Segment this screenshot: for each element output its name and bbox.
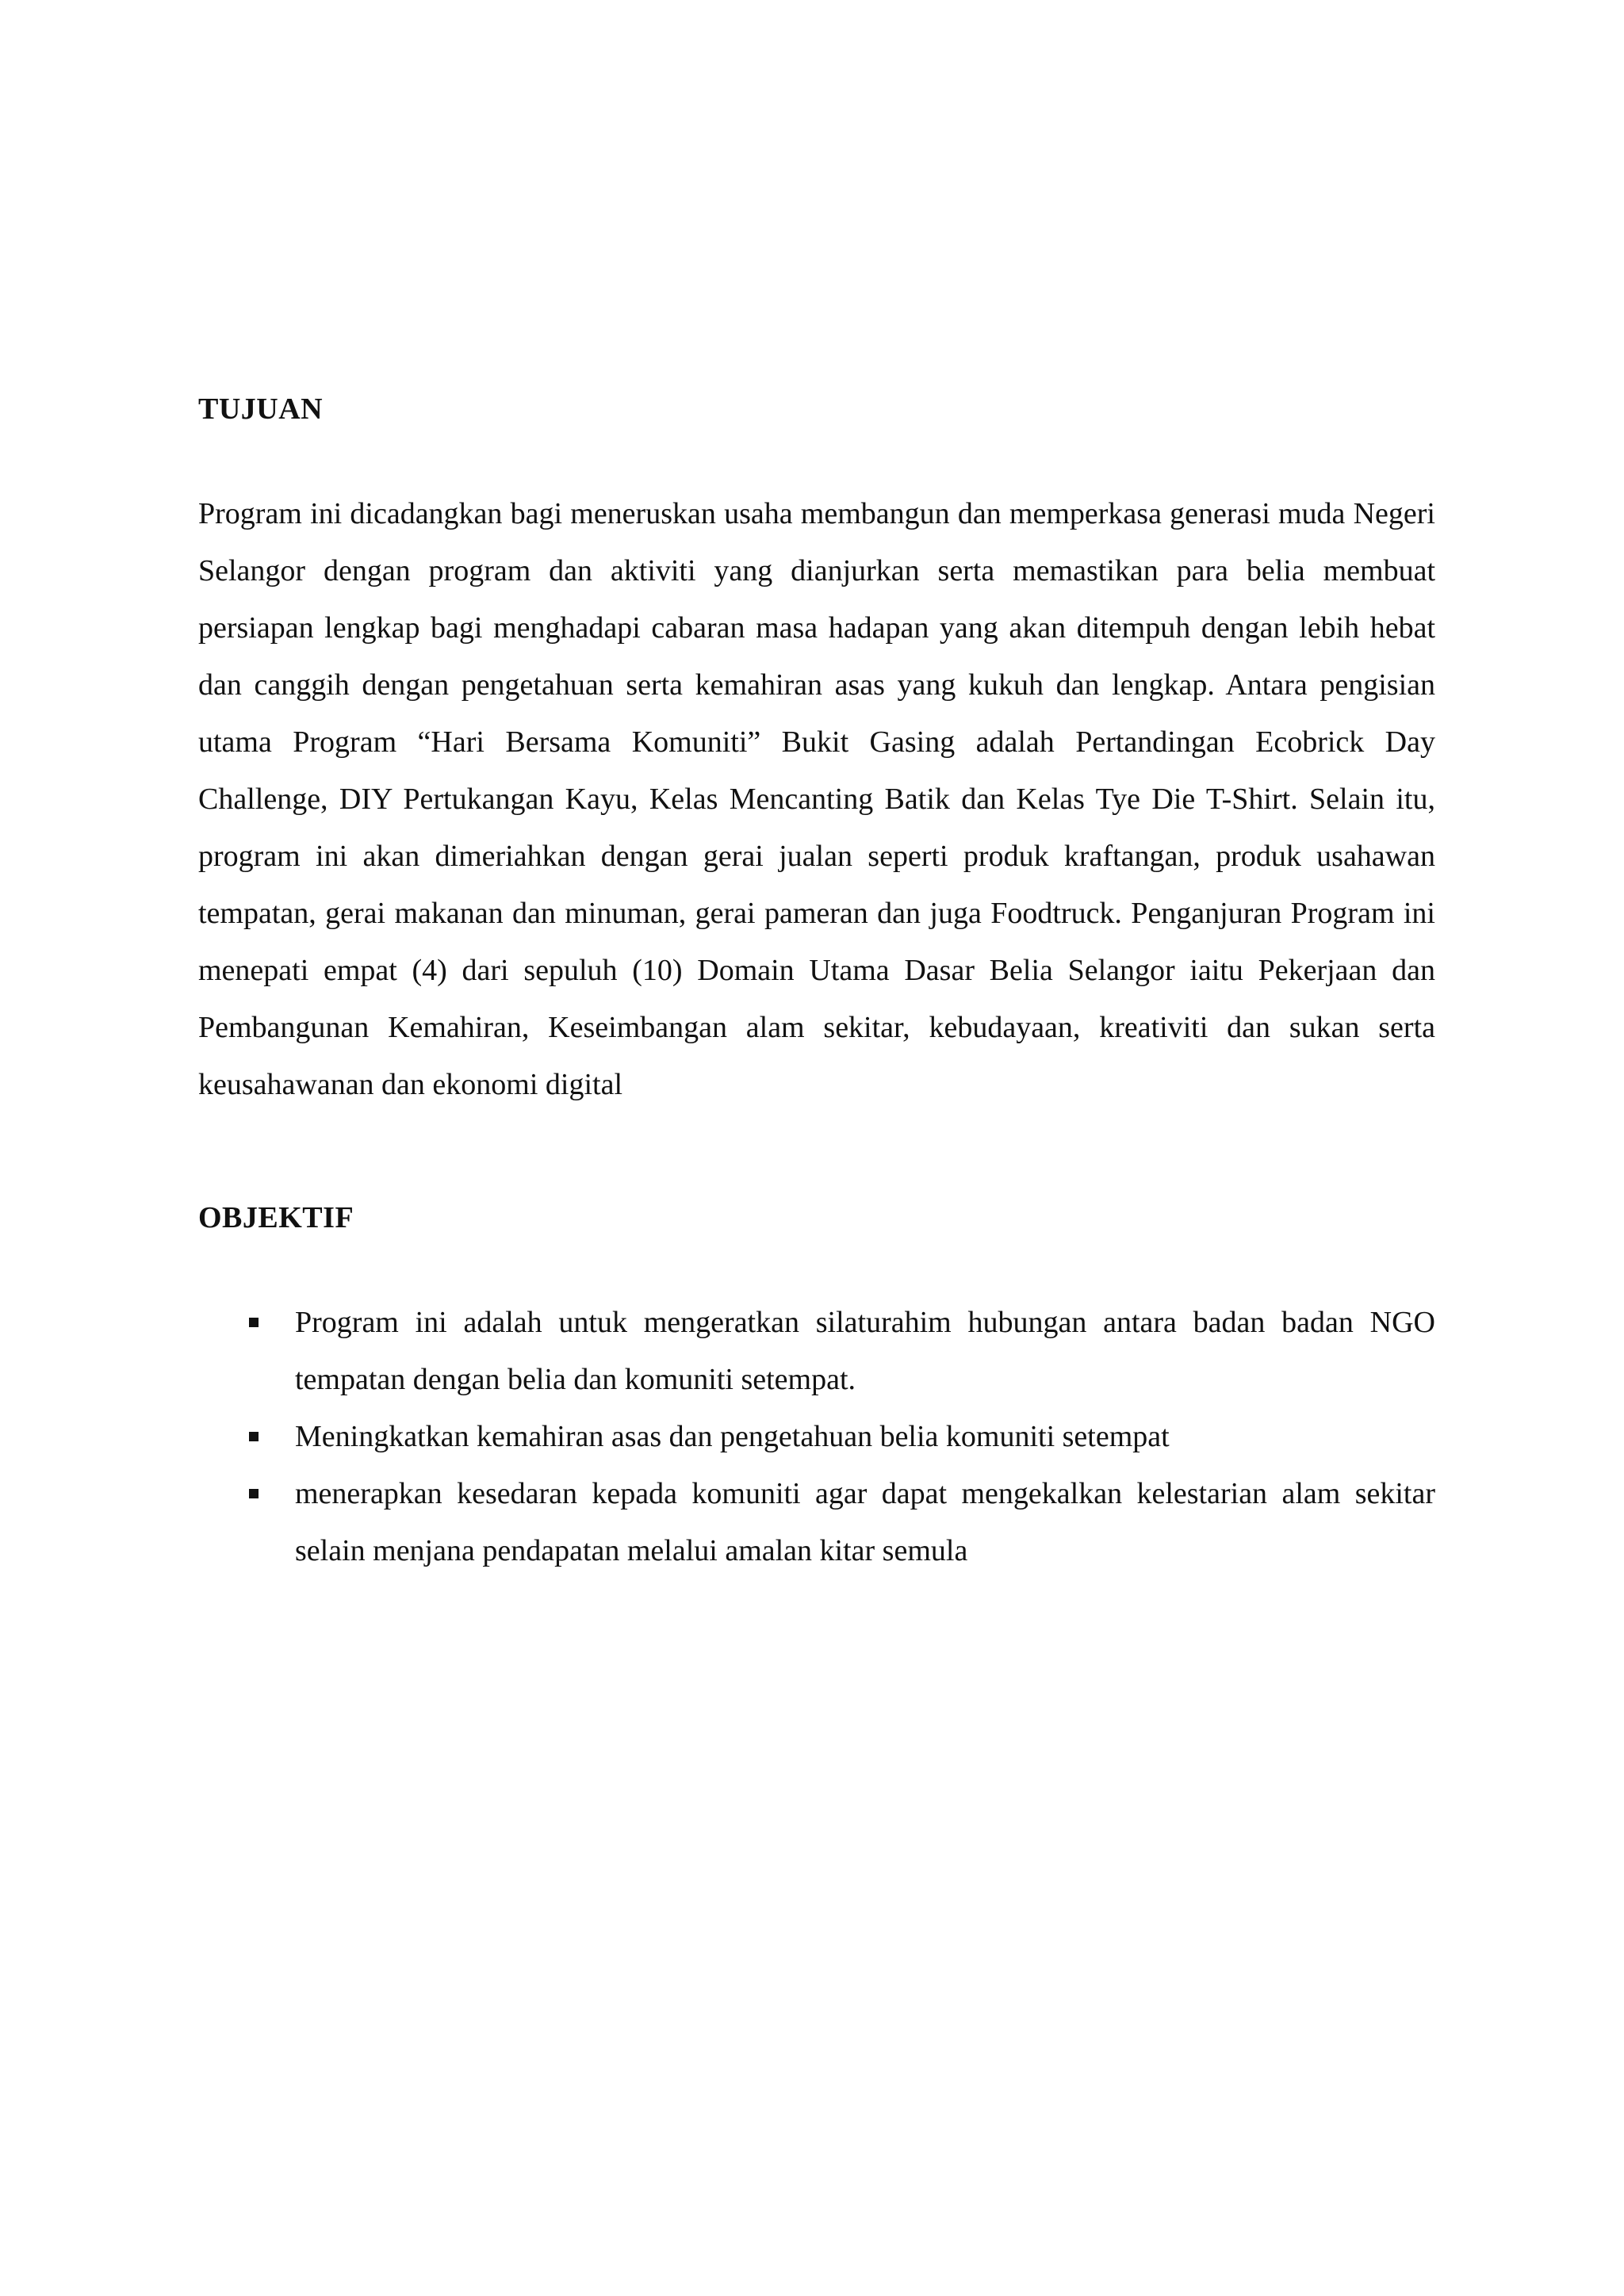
list-item <box>198 1294 1435 1408</box>
square-bullet-icon <box>249 1294 260 1351</box>
tujuan-paragraph: Program ini dicadangkan bagi meneruskan usaha membangun dan memperkasa generasi muda Negeri Selangor dengan program dan aktiviti yang dianjurkan serta memastikan para belia membuat persiapan lengkap bagi menghadapi cabaran masa hadapan yang akan ditempuh dengan lebih hebat dan canggih dengan pengetahuan serta kemahiran asas yang kukuh dan lengkap. Antara pengisian utama Program “Hari Bersama Komuniti” Bukit Gasing adalah Pertandingan Ecobrick Day Challenge, DIY Pertukangan Kayu, Kelas Mencanting Batik dan Kelas Tye Die T-Shirt. Selain itu, program ini akan dimeriahkan dengan gerai jualan seperti produk kraftangan, produk usahawan tempatan, gerai makanan dan minuman, gerai pameran dan juga Foodtruck. Penganjuran Program ini menepati empat (4) dari sepuluh (10) Domain Utama Dasar Belia Selangor iaitu Pekerjaan dan Pembangunan Kemahiran, Keseimbangan alam sekitar, kebudayaan, kreativiti dan sukan serta keusahawanan dan ekonomi digital <box>198 497 1435 1101</box>
objektif-heading: OBJEKTIF <box>198 1201 354 1234</box>
square-bullet-icon <box>249 1465 260 1522</box>
tujuan-heading: TUJUAN <box>198 392 324 426</box>
document-body <box>198 381 1435 1579</box>
list-item-text: Meningkatkan kemahiran asas dan pengetahuan belia komuniti setempat <box>295 1420 1170 1453</box>
list-item <box>198 1465 1435 1579</box>
list-item-text: menerapkan kesedaran kepada komuniti agar dapat mengekalkan kelestarian alam sekitar selain menjana pendapatan melalui amalan kitar semula <box>295 1477 1435 1567</box>
list-item <box>198 1408 1435 1465</box>
square-bullet-icon <box>249 1408 260 1465</box>
objektif-list <box>198 1294 1435 1579</box>
list-item-text: Program ini adalah untuk mengeratkan silaturahim hubungan antara badan badan NGO tempatan dengan belia dan komuniti setempat. <box>295 1306 1435 1396</box>
